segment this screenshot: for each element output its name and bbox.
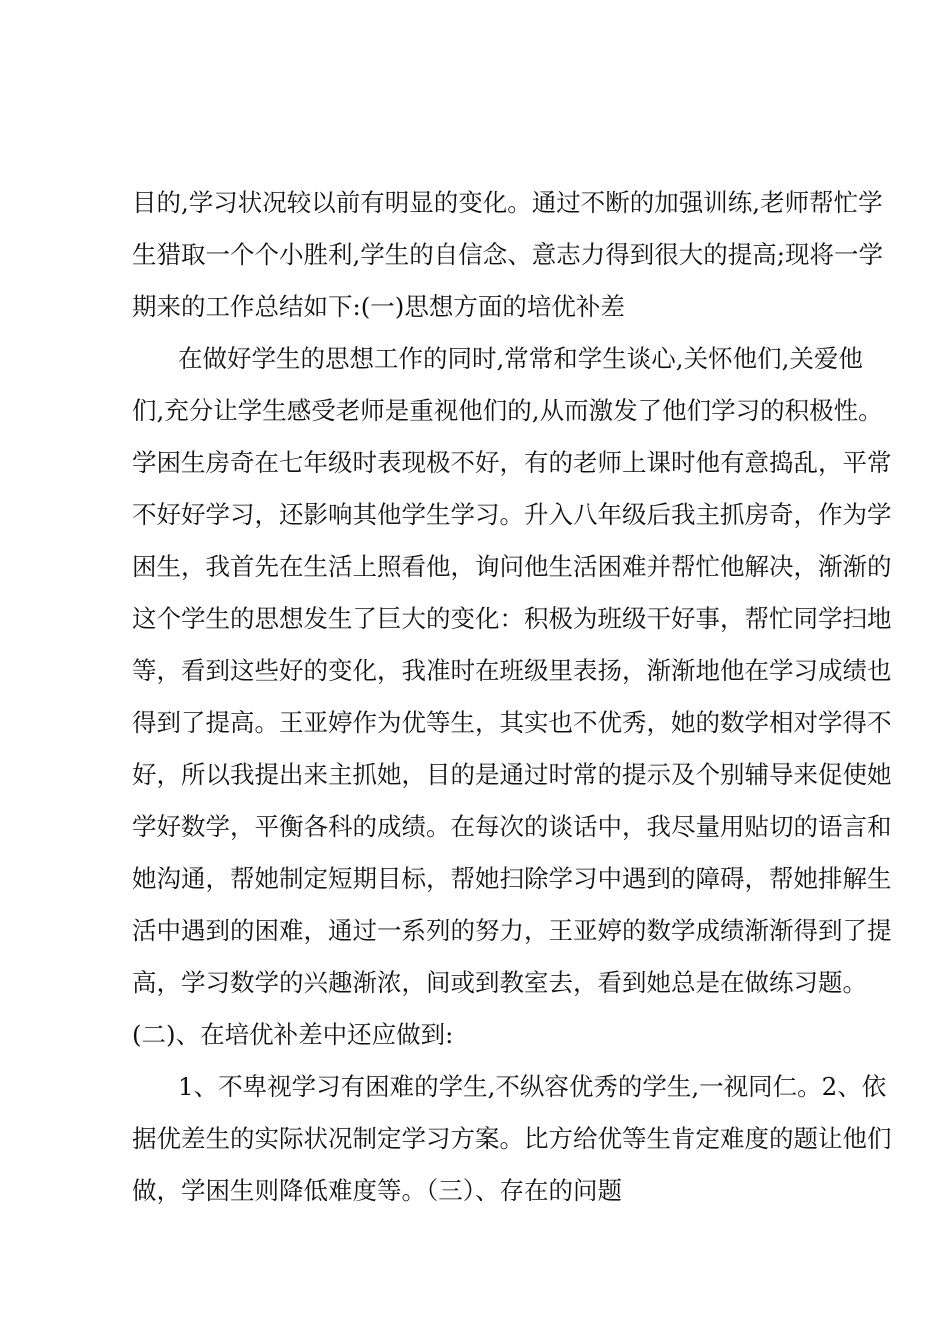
paragraph-2-line-1: 在做好学生的思想工作的同时,常常和学生谈心,关怀他们,关爱他: [178, 344, 863, 373]
paragraph-1-line-1: 目的,学习状况较以前有明显的变化。通过不断的加强训练,老师帮忙学: [132, 188, 883, 217]
paragraph-2-line-12: 活中遇到的困难，通过一系列的努力，王亚婷的数学成绩渐渐得到了提: [132, 916, 892, 945]
paragraph-2-line-7: 等，看到这些好的变化，我准时在班级里表扬，渐渐地他在学习成绩也: [132, 656, 892, 685]
paragraph-2-line-11: 她沟通，帮她制定短期目标，帮她扫除学习中遇到的障碍，帮她排解生: [132, 864, 892, 893]
paragraph-1-line-3: 期来的工作总结如下:(一)思想方面的培优补差: [132, 292, 625, 321]
paragraph-2-line-10: 学好数学，平衡各科的成绩。在每次的谈话中，我尽量用贴切的语言和: [132, 812, 892, 841]
paragraph-2-line-6: 这个学生的思想发生了巨大的变化：积极为班级干好事，帮忙同学扫地: [132, 604, 892, 633]
paragraph-1-line-2: 生猎取一个个小胜利,学生的自信念、意志力得到很大的提高;现将一学: [132, 240, 884, 269]
paragraph-2-line-5: 困生，我首先在生活上照看他，询问他生活困难并帮忙他解决，渐渐的: [132, 552, 892, 581]
paragraph-3-line-2: 据优差生的实际状况制定学习方案。比方给优等生肯定难度的题让他们: [132, 1124, 892, 1153]
paragraph-2-line-9: 好，所以我提出来主抓她，目的是通过时常的提示及个别辅导来促使她: [132, 760, 892, 789]
paragraph-2-line-13: 高，学习数学的兴趣渐浓，间或到教室去，看到她总是在做练习题。: [132, 968, 867, 997]
paragraph-2-line-8: 得到了提高。王亚婷作为优等生，其实也不优秀，她的数学相对学得不: [132, 708, 892, 737]
paragraph-3-line-1: 1、不卑视学习有困难的学生,不纵容优秀的学生,一视同仁。2、依: [178, 1072, 887, 1101]
paragraph-2-line-2: 们,充分让学生感受老师是重视他们的,从而激发了他们学习的积极性。: [132, 396, 883, 425]
paragraph-2-line-4: 不好好学习，还影响其他学生学习。升入八年级后我主抓房奇，作为学: [132, 500, 892, 529]
paragraph-2-line-14: (二)、在培优补差中还应做到:: [132, 1020, 454, 1049]
paragraph-3-line-3: 做，学困生则降低难度等。（三）、存在的问题: [132, 1176, 622, 1205]
paragraph-2-line-3: 学困生房奇在七年级时表现极不好，有的老师上课时他有意捣乱，平常: [132, 448, 892, 477]
